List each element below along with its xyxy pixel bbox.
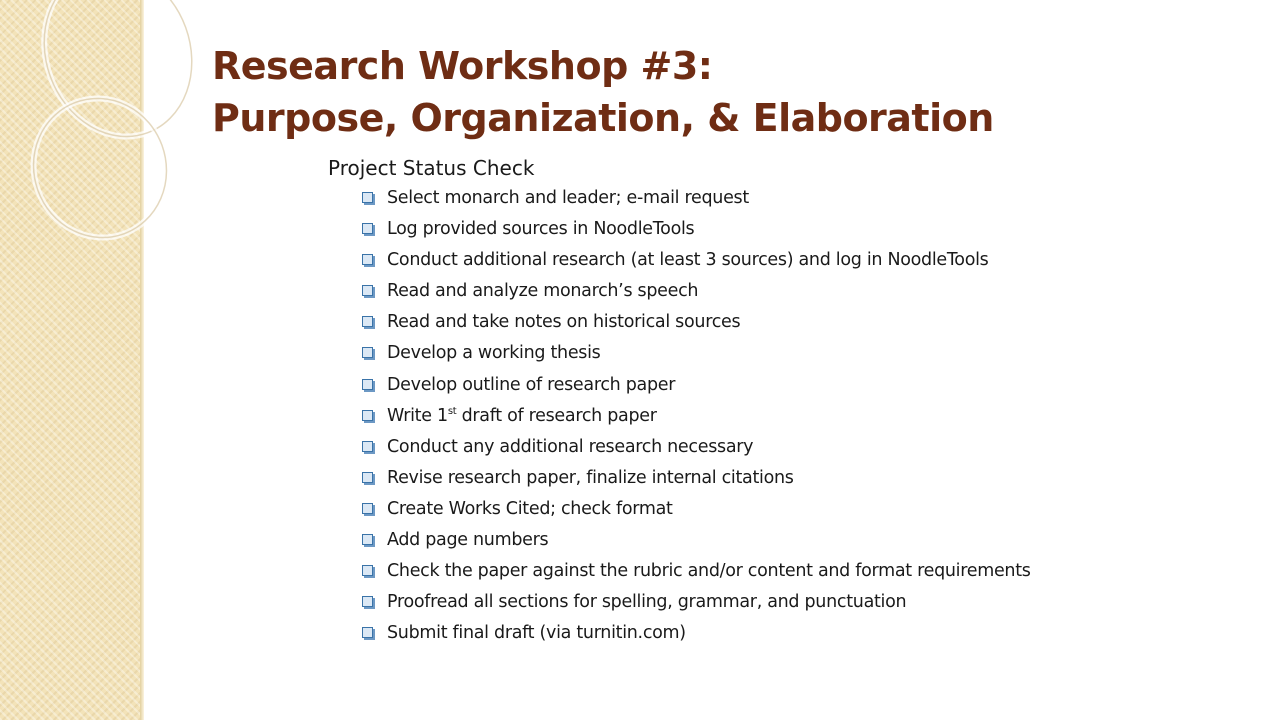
checkbox-icon bbox=[362, 192, 373, 203]
checklist-item-text: Revise research paper, finalize internal citations bbox=[387, 467, 794, 488]
checkbox-icon bbox=[362, 316, 373, 327]
checklist-item bbox=[362, 342, 1082, 364]
checklist-item bbox=[362, 467, 1082, 489]
ordinal-suffix: st bbox=[447, 405, 457, 417]
checkbox-icon bbox=[362, 596, 373, 607]
checklist-item bbox=[362, 374, 1082, 396]
checklist-item-text: Add page numbers bbox=[387, 530, 549, 551]
checkbox-icon bbox=[362, 379, 373, 390]
checkbox-icon bbox=[362, 254, 373, 265]
title-line-1: Research Workshop #3: bbox=[212, 44, 713, 88]
checklist-item-text: Conduct additional research (at least 3 sources) and log in NoodleTools bbox=[387, 250, 989, 271]
checkbox-icon bbox=[362, 472, 373, 483]
checklist-item bbox=[362, 405, 1082, 427]
checklist bbox=[362, 187, 1082, 653]
checklist-item bbox=[362, 560, 1082, 582]
checkbox-icon bbox=[362, 503, 373, 514]
checkbox-icon bbox=[362, 347, 373, 358]
checkbox-icon bbox=[362, 285, 373, 296]
checklist-item bbox=[362, 436, 1082, 458]
checklist-item bbox=[362, 218, 1082, 240]
checklist-item bbox=[362, 622, 1082, 644]
checklist-item-text: Submit final draft (via turnitin.com) bbox=[387, 623, 686, 644]
checklist-item-text: Read and analyze monarch’s speech bbox=[387, 281, 699, 302]
checklist-item-text: Read and take notes on historical sources bbox=[387, 312, 741, 333]
title-line-2: Purpose, Organization, & Elaboration bbox=[212, 96, 994, 140]
checklist-item bbox=[362, 529, 1082, 551]
checkbox-icon bbox=[362, 223, 373, 234]
checklist-item bbox=[362, 591, 1082, 613]
checkbox-icon bbox=[362, 627, 373, 638]
checklist-item bbox=[362, 280, 1082, 302]
checklist-item bbox=[362, 311, 1082, 333]
slide-title bbox=[212, 40, 994, 144]
checklist-item-text-rest: draft of research paper bbox=[456, 405, 657, 426]
checkbox-icon bbox=[362, 410, 373, 421]
checkbox-icon bbox=[362, 441, 373, 452]
checklist-item-text: Develop outline of research paper bbox=[387, 374, 676, 395]
checklist-item bbox=[362, 498, 1082, 520]
checklist-item-text: Proofread all sections for spelling, grammar, and punctuation bbox=[387, 592, 907, 613]
checklist-item-text: Log provided sources in NoodleTools bbox=[387, 219, 695, 240]
checklist-item-text: Conduct any additional research necessary bbox=[387, 436, 754, 457]
checklist-item-text: Create Works Cited; check format bbox=[387, 498, 673, 519]
checklist-item-text: Write 1 bbox=[387, 405, 448, 426]
checklist-item-text: Check the paper against the rubric and/or content and format requirements bbox=[387, 561, 1031, 582]
checklist-item-text: Develop a working thesis bbox=[387, 343, 601, 364]
checkbox-icon bbox=[362, 565, 373, 576]
checklist-item-text: Select monarch and leader; e-mail request bbox=[387, 188, 749, 208]
checklist-item bbox=[362, 187, 1082, 209]
checkbox-icon bbox=[362, 534, 373, 545]
decorative-rings bbox=[0, 0, 220, 720]
section-heading: Project Status Check bbox=[328, 156, 535, 180]
checklist-item bbox=[362, 249, 1082, 271]
